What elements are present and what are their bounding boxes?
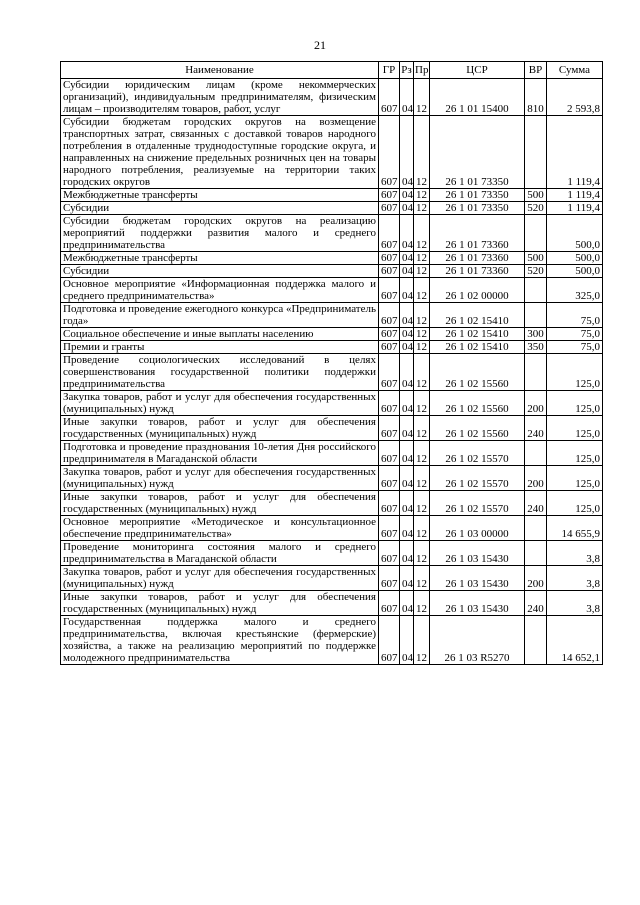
page-number: 21: [314, 38, 326, 52]
cell-sum: 500,0: [547, 252, 603, 265]
table-row: [61, 616, 603, 665]
cell-csr: 26 1 03 15430: [430, 566, 525, 591]
cell-rz: 04: [400, 391, 414, 416]
table-row: [61, 189, 603, 202]
cell-gr: 607: [379, 416, 400, 441]
cell-name: Межбюджетные трансферты: [61, 252, 379, 265]
cell-rz: 04: [400, 591, 414, 616]
cell-vr: [525, 116, 547, 189]
cell-name: Закупка товаров, работ и услуг для обеспечения государственных (муниципальных) нужд: [61, 466, 379, 491]
table-row: [61, 566, 603, 591]
cell-pr: 12: [414, 566, 430, 591]
cell-pr: 12: [414, 391, 430, 416]
cell-csr: 26 1 01 73350: [430, 189, 525, 202]
cell-pr: 12: [414, 541, 430, 566]
cell-csr: 26 1 03 00000: [430, 516, 525, 541]
cell-name: Основное мероприятие «Информационная поддержка малого и среднего предпринимательства»: [61, 278, 379, 303]
cell-vr: 240: [525, 491, 547, 516]
table-row: [61, 441, 603, 466]
cell-name: Иные закупки товаров, работ и услуг для обеспечения государственных (муниципальных) нужд: [61, 591, 379, 616]
cell-gr: 607: [379, 354, 400, 391]
cell-name: Подготовка и проведение ежегодного конкурса «Предприниматель года»: [61, 303, 379, 328]
cell-rz: 04: [400, 354, 414, 391]
cell-vr: [525, 303, 547, 328]
cell-rz: 04: [400, 116, 414, 189]
cell-name: Премии и гранты: [61, 341, 379, 354]
cell-gr: 607: [379, 516, 400, 541]
cell-pr: 12: [414, 265, 430, 278]
cell-pr: 12: [414, 79, 430, 116]
cell-name: Субсидии юридическим лицам (кроме некоммерческих организаций), индивидуальным предпринимателям, физическим лицам – производителям товаров, работ, услуг: [61, 79, 379, 116]
cell-vr: [525, 278, 547, 303]
cell-rz: 04: [400, 79, 414, 116]
header-name: Наименование: [61, 62, 379, 79]
cell-gr: 607: [379, 391, 400, 416]
cell-sum: 3,8: [547, 591, 603, 616]
cell-vr: 200: [525, 566, 547, 591]
table-header-row: [61, 62, 603, 79]
cell-pr: 12: [414, 441, 430, 466]
cell-gr: 607: [379, 566, 400, 591]
cell-sum: 75,0: [547, 303, 603, 328]
cell-sum: 2 593,8: [547, 79, 603, 116]
cell-vr: 300: [525, 328, 547, 341]
cell-vr: [525, 441, 547, 466]
cell-csr: 26 1 03 15430: [430, 591, 525, 616]
cell-pr: 12: [414, 278, 430, 303]
table-row: [61, 341, 603, 354]
cell-sum: 125,0: [547, 491, 603, 516]
cell-sum: 75,0: [547, 328, 603, 341]
cell-csr: 26 1 01 15400: [430, 79, 525, 116]
table-row: [61, 278, 603, 303]
cell-sum: 14 655,9: [547, 516, 603, 541]
cell-sum: 125,0: [547, 466, 603, 491]
cell-csr: 26 1 02 15560: [430, 354, 525, 391]
cell-rz: 04: [400, 215, 414, 252]
cell-rz: 04: [400, 441, 414, 466]
cell-pr: 12: [414, 116, 430, 189]
cell-gr: 607: [379, 541, 400, 566]
cell-pr: 12: [414, 616, 430, 665]
cell-rz: 04: [400, 328, 414, 341]
cell-sum: 325,0: [547, 278, 603, 303]
cell-rz: 04: [400, 303, 414, 328]
header-rz: Рз: [400, 62, 414, 79]
cell-name: Субсидии бюджетам городских округов на реализацию мероприятий поддержки развития малого и среднего предпринимательства: [61, 215, 379, 252]
cell-gr: 607: [379, 616, 400, 665]
cell-vr: [525, 616, 547, 665]
cell-vr: 810: [525, 79, 547, 116]
header-gr: ГР: [379, 62, 400, 79]
cell-gr: 607: [379, 278, 400, 303]
cell-vr: [525, 354, 547, 391]
cell-pr: 12: [414, 416, 430, 441]
table-row: [61, 391, 603, 416]
header-csr: ЦСР: [430, 62, 525, 79]
cell-csr: 26 1 01 73350: [430, 116, 525, 189]
cell-gr: 607: [379, 466, 400, 491]
cell-sum: 125,0: [547, 354, 603, 391]
cell-vr: [525, 215, 547, 252]
cell-gr: 607: [379, 303, 400, 328]
table-row: [61, 591, 603, 616]
cell-csr: 26 1 01 73360: [430, 252, 525, 265]
cell-vr: 350: [525, 341, 547, 354]
cell-name: Закупка товаров, работ и услуг для обеспечения государственных (муниципальных) нужд: [61, 566, 379, 591]
cell-name: Закупка товаров, работ и услуг для обеспечения государственных (муниципальных) нужд: [61, 391, 379, 416]
cell-sum: 3,8: [547, 566, 603, 591]
cell-vr: 200: [525, 391, 547, 416]
cell-csr: 26 1 03 R5270: [430, 616, 525, 665]
cell-csr: 26 1 02 15570: [430, 441, 525, 466]
cell-name: Иные закупки товаров, работ и услуг для обеспечения государственных (муниципальных) нужд: [61, 416, 379, 441]
cell-pr: 12: [414, 341, 430, 354]
table-row: [61, 416, 603, 441]
cell-vr: 500: [525, 252, 547, 265]
cell-pr: 12: [414, 252, 430, 265]
cell-name: Основное мероприятие «Методическое и консультационное обеспечение предпринимательства»: [61, 516, 379, 541]
cell-pr: 12: [414, 516, 430, 541]
table-row: [61, 541, 603, 566]
cell-name: Государственная поддержка малого и среднего предпринимательства, включая крестьянские (фермерские) хозяйства, а также на реализацию мероприятий по поддержке молодежного предпринимательства: [61, 616, 379, 665]
cell-name: Проведение мониторинга состояния малого и среднего предпринимательства в Магаданской области: [61, 541, 379, 566]
cell-name: Субсидии: [61, 265, 379, 278]
cell-sum: 1 119,4: [547, 116, 603, 189]
cell-pr: 12: [414, 466, 430, 491]
cell-name: Субсидии бюджетам городских округов на возмещение транспортных затрат, связанных с доставкой товаров народного потребления в отдаленные труднодоступные городские округа, и направленных на снижение предельных розничных цен на товары народного потребления, реализуемые на территории таких городских округов: [61, 116, 379, 189]
cell-gr: 607: [379, 441, 400, 466]
cell-gr: 607: [379, 215, 400, 252]
cell-vr: 520: [525, 265, 547, 278]
cell-pr: 12: [414, 491, 430, 516]
cell-rz: 04: [400, 341, 414, 354]
cell-rz: 04: [400, 616, 414, 665]
cell-csr: 26 1 01 73360: [430, 215, 525, 252]
cell-vr: 500: [525, 189, 547, 202]
cell-vr: [525, 516, 547, 541]
cell-sum: 14 652,1: [547, 616, 603, 665]
cell-csr: 26 1 03 15430: [430, 541, 525, 566]
cell-rz: 04: [400, 541, 414, 566]
cell-csr: 26 1 02 15410: [430, 303, 525, 328]
table-row: [61, 491, 603, 516]
cell-gr: 607: [379, 252, 400, 265]
cell-pr: 12: [414, 303, 430, 328]
cell-rz: 04: [400, 491, 414, 516]
header-vr: ВР: [525, 62, 547, 79]
cell-pr: 12: [414, 328, 430, 341]
cell-csr: 26 1 02 15570: [430, 466, 525, 491]
cell-pr: 12: [414, 202, 430, 215]
cell-csr: 26 1 01 73350: [430, 202, 525, 215]
cell-vr: 520: [525, 202, 547, 215]
cell-sum: 500,0: [547, 265, 603, 278]
cell-rz: 04: [400, 189, 414, 202]
cell-name: Иные закупки товаров, работ и услуг для обеспечения государственных (муниципальных) нужд: [61, 491, 379, 516]
cell-rz: 04: [400, 265, 414, 278]
cell-sum: 75,0: [547, 341, 603, 354]
table-row: [61, 516, 603, 541]
cell-gr: 607: [379, 79, 400, 116]
cell-name: Межбюджетные трансферты: [61, 189, 379, 202]
table-row: [61, 265, 603, 278]
cell-name: Социальное обеспечение и иные выплаты населению: [61, 328, 379, 341]
cell-sum: 3,8: [547, 541, 603, 566]
cell-sum: 125,0: [547, 391, 603, 416]
cell-pr: 12: [414, 189, 430, 202]
cell-csr: 26 1 02 15410: [430, 328, 525, 341]
cell-csr: 26 1 02 15410: [430, 341, 525, 354]
cell-rz: 04: [400, 416, 414, 441]
cell-rz: 04: [400, 278, 414, 303]
table-body: [61, 79, 603, 665]
cell-sum: 1 119,4: [547, 202, 603, 215]
cell-csr: 26 1 02 15570: [430, 491, 525, 516]
table-row: [61, 215, 603, 252]
cell-name: Субсидии: [61, 202, 379, 215]
table-row: [61, 116, 603, 189]
cell-pr: 12: [414, 354, 430, 391]
cell-gr: 607: [379, 265, 400, 278]
header-pr: Пр: [414, 62, 430, 79]
cell-rz: 04: [400, 202, 414, 215]
cell-gr: 607: [379, 328, 400, 341]
header-sum: Сумма: [547, 62, 603, 79]
cell-gr: 607: [379, 202, 400, 215]
table-row: [61, 328, 603, 341]
budget-table: [60, 61, 603, 665]
cell-name: Проведение социологических исследований в целях совершенствования государственной политики поддержки предпринимательства: [61, 354, 379, 391]
cell-pr: 12: [414, 215, 430, 252]
cell-gr: 607: [379, 189, 400, 202]
cell-csr: 26 1 01 73360: [430, 265, 525, 278]
table-row: [61, 202, 603, 215]
cell-csr: 26 1 02 15560: [430, 416, 525, 441]
table-row: [61, 79, 603, 116]
cell-gr: 607: [379, 341, 400, 354]
cell-sum: 1 119,4: [547, 189, 603, 202]
table-row: [61, 303, 603, 328]
cell-vr: 200: [525, 466, 547, 491]
cell-vr: 240: [525, 591, 547, 616]
cell-gr: 607: [379, 491, 400, 516]
cell-vr: [525, 541, 547, 566]
cell-pr: 12: [414, 591, 430, 616]
cell-rz: 04: [400, 466, 414, 491]
table-row: [61, 252, 603, 265]
cell-vr: 240: [525, 416, 547, 441]
cell-csr: 26 1 02 15560: [430, 391, 525, 416]
cell-sum: 500,0: [547, 215, 603, 252]
cell-gr: 607: [379, 116, 400, 189]
cell-rz: 04: [400, 566, 414, 591]
cell-csr: 26 1 02 00000: [430, 278, 525, 303]
cell-gr: 607: [379, 591, 400, 616]
table-row: [61, 354, 603, 391]
cell-rz: 04: [400, 252, 414, 265]
cell-sum: 125,0: [547, 416, 603, 441]
cell-rz: 04: [400, 516, 414, 541]
cell-sum: 125,0: [547, 441, 603, 466]
table-row: [61, 466, 603, 491]
cell-name: Подготовка и проведение празднования 10-летия Дня российского предпринимателя в Магаданской области: [61, 441, 379, 466]
